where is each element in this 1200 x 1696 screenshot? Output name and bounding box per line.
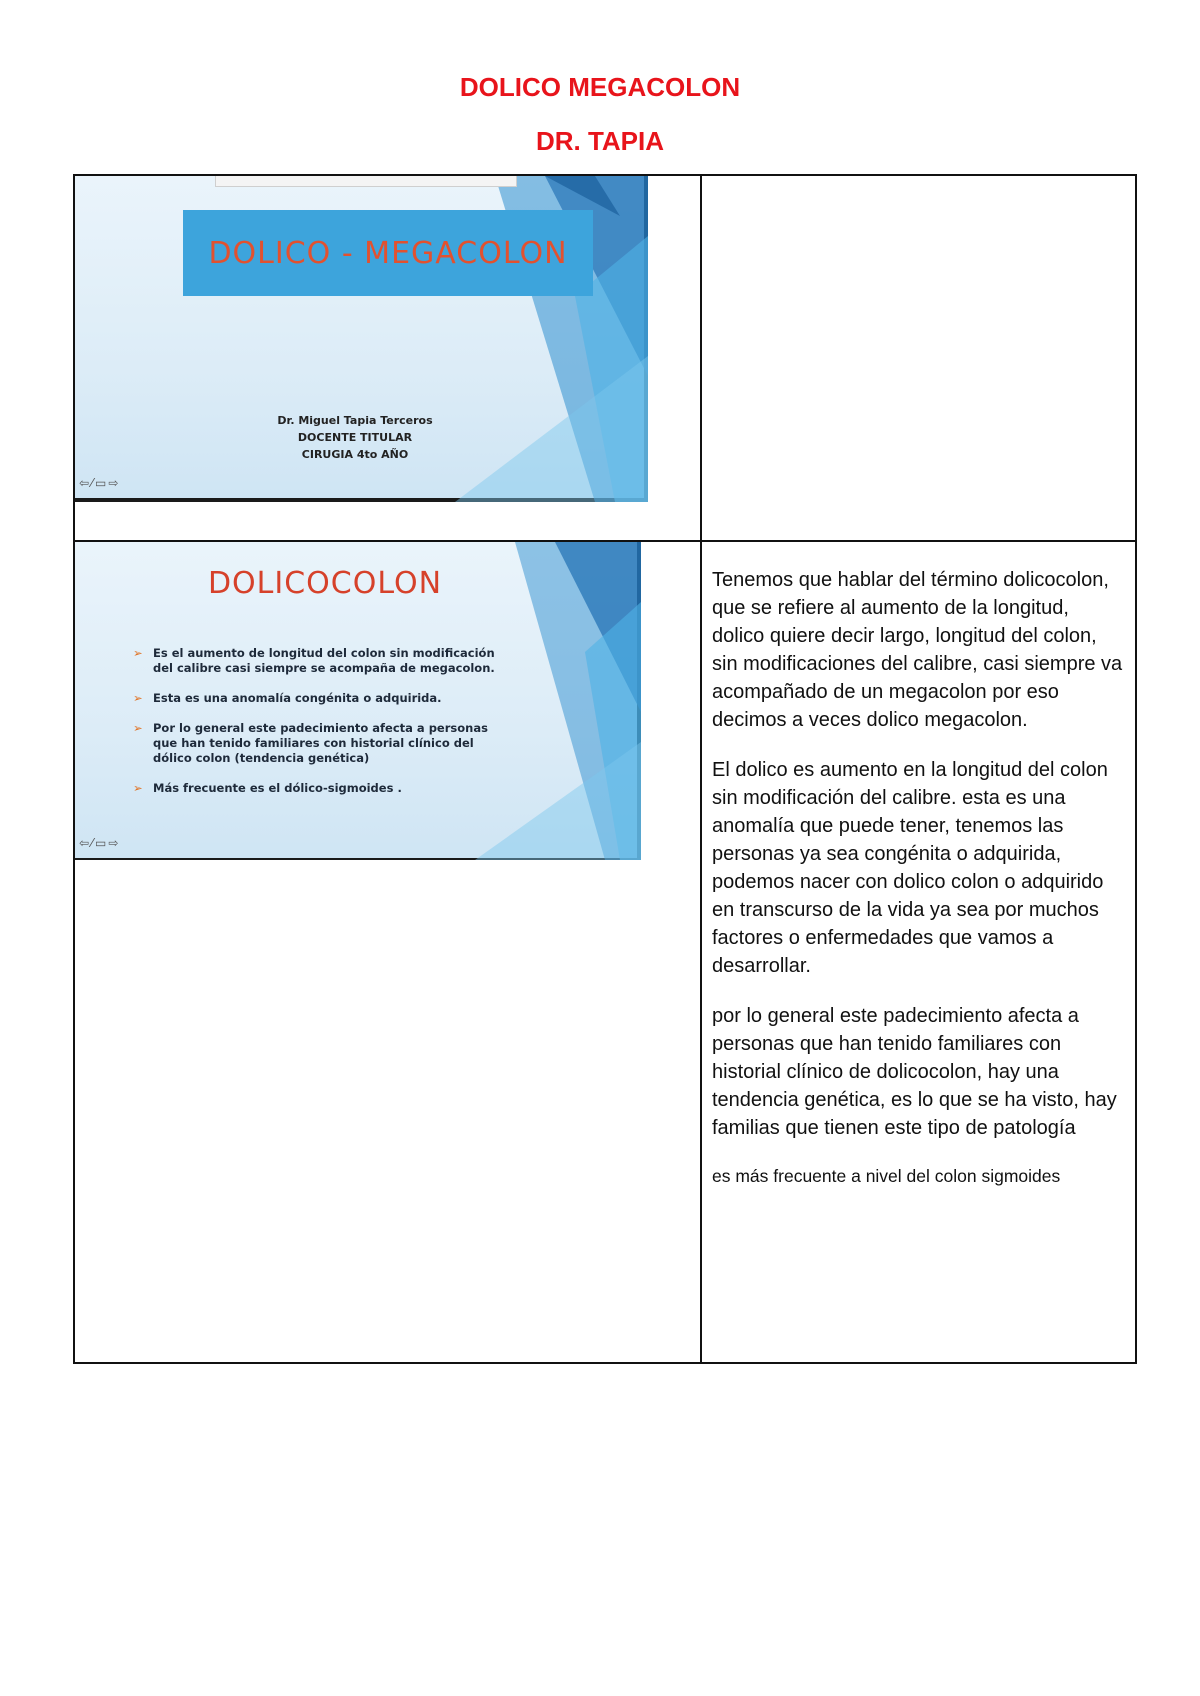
slide-toolbar-icons: ⇦⁄▭⇨ — [79, 836, 121, 850]
table-row — [74, 175, 1136, 541]
bullet-text: Es el aumento de longitud del colon sin modificación del calibre casi siempre se acompaña de megacolon. — [153, 646, 495, 675]
slide-thumbnail-1 — [75, 176, 648, 502]
arrow-bullet-icon: ➢ — [133, 691, 143, 705]
credit-line-course: CIRUGIA 4to AÑO — [301, 448, 409, 461]
notes-table — [73, 174, 1137, 1364]
notes-cell — [701, 541, 1136, 1363]
table-row — [74, 541, 1136, 1363]
credit-line-name: Dr. Miguel Tapia Terceros — [277, 414, 433, 427]
list-item — [133, 721, 515, 766]
notes-paragraph: Tenemos que hablar del término dolicocolon, que se refiere al aumento de la longitud, dolico quiere decir largo, longitud del colon, sin modificaciones del calibre, casi siempre va acompañado de un megacolon por eso decimos a veces dolico megacolon. — [712, 569, 1123, 731]
slide-background — [75, 176, 644, 498]
notes-paragraph: es más frecuente a nivel del colon sigmoides — [712, 1166, 1061, 1186]
list-item — [133, 646, 515, 676]
arrow-bullet-icon: ➢ — [133, 646, 143, 660]
list-item — [133, 691, 515, 706]
slide-background — [75, 542, 637, 858]
slide-cell — [74, 541, 701, 1363]
slide-title: DOLICO - MEGACOLON — [208, 235, 568, 271]
slide-toolbar-icons: ⇦⁄▭⇨ — [79, 476, 121, 490]
arrow-bullet-icon: ➢ — [133, 781, 143, 795]
notes-cell-empty — [701, 175, 1136, 541]
notes-text — [702, 542, 1135, 1189]
arrow-bullet-icon: ➢ — [133, 721, 143, 735]
list-item — [133, 781, 515, 796]
bullet-text: Por lo general este padecimiento afecta a personas que han tenido familiares con historial clínico del dólico colon (tendencia genética) — [153, 721, 488, 765]
bullet-text: Más frecuente es el dólico-sigmoides . — [153, 781, 402, 795]
credit-line-role: DOCENTE TITULAR — [297, 431, 413, 444]
slide-credits — [245, 412, 465, 463]
slide-paper-edge — [215, 176, 517, 187]
document-title: DOLICO MEGACOLON — [459, 72, 741, 102]
bullet-text: Esta es una anomalía congénita o adquirida. — [153, 691, 442, 705]
notes-paragraph: El dolico es aumento en la longitud del colon sin modificación del calibre. esta es una anomalía que puede tener, tenemos las personas ya sea congénita o adquirida, podemos nacer con dolico colon o adquirido en transcurso de la vida ya sea por muchos factores o enfermedades que vamos a desarrollar. — [712, 759, 1108, 977]
notes-paragraph: por lo general este padecimiento afecta a personas que han tenido familiares con historial clínico de dolicocolon, hay una tendencia genética, es lo que se ha visto, hay familias que tienen este tipo de patología — [712, 1005, 1117, 1139]
slide-bullet-list — [133, 646, 515, 811]
slide-thumbnail-2 — [75, 542, 641, 860]
document-subtitle: DR. TAPIA — [535, 126, 665, 156]
slide-title: DOLICOCOLON — [207, 566, 443, 601]
slide-cell — [74, 175, 701, 541]
